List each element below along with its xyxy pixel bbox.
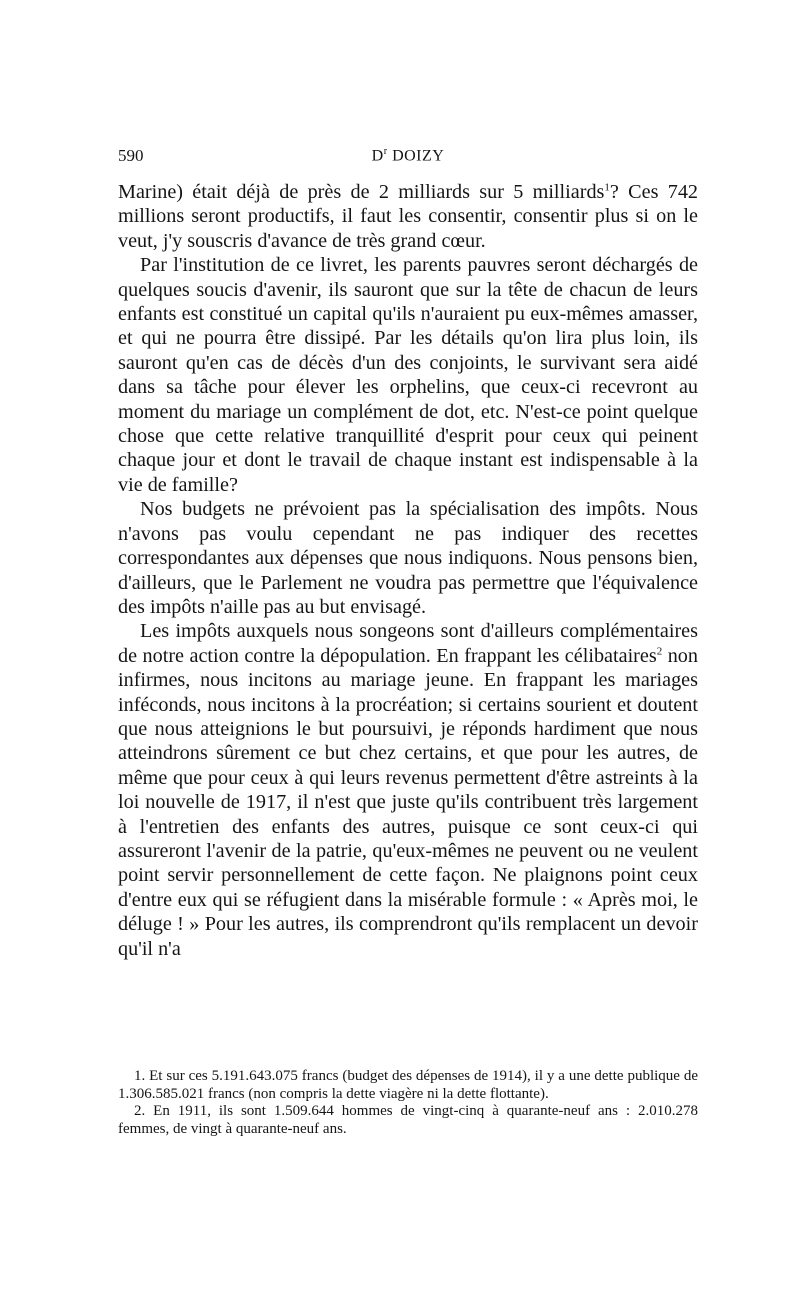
paragraph-1-text: Marine) était déjà de près de 2 milliards sur 5 milliards [118, 181, 605, 203]
paragraph-3: Nos budgets ne prévoient pas la spécialisation des impôts. Nous n'avons pas voulu cependant ne pas indiquer des recettes correspondantes aux dépenses que nous indiquons. Nous pensons bien, d'ailleurs, que le Parlement ne voudra pas permettre que l'équivalence des impôts n'aille pas au but envisagé. [118, 498, 698, 618]
footnote-2: 2. En 1911, ils sont 1.509.644 hommes de vingt-cinq à quarante-neuf ans : 2.010.278 femmes, de vingt à quarante-neuf ans. [118, 1103, 698, 1137]
paragraph-1-text-cont: ? Ces 742 millions seront productifs, il faut les consentir, consentir plus si on le veut, j'y souscris d'avance de très grand cœur. [118, 181, 699, 252]
paragraph-4 [118, 619, 698, 961]
footnote-1: 1. Et sur ces 5.191.643.075 francs (budget des dépenses de 1914), il y a une dette publique de 1.306.585.021 francs (non compris la dette viagère ni la dette flottante). [118, 1068, 698, 1102]
paragraph-2: Par l'institution de ce livret, les parents pauvres seront déchargés de quelques soucis d'avenir, ils sauront que sur la tête de chacun de leurs enfants est constitué un capital qu'ils n'auraient pu eux-mêmes amasser, et qui ne pourra être dissipé. Par les détails qu'on lira plus loin, ils sauront qu'en cas de décès d'un des conjoints, le survivant sera aidé dans sa tâche pour élever les orphelins, que ceux-ci recevront au moment du mariage un complément de dot, etc. N'est-ce point quelque chose que cette relative tranquillité d'esprit pour ceux qui peinent chaque jour et dont le travail de chaque instant est indispensable à la vie de famille? [118, 254, 698, 496]
running-title [118, 146, 698, 165]
footnotes [118, 1068, 698, 1138]
paragraph-4-text: Les impôts auxquels nous songeons sont d'ailleurs complémentaires de notre action contre la dépopulation. En frappant les célibataires [118, 620, 698, 667]
page-number: 590 [118, 146, 144, 165]
paragraph-1 [118, 180, 698, 253]
running-title-prefix: D [371, 147, 384, 165]
main-text [118, 180, 698, 961]
page-header [118, 146, 698, 176]
footnote-ref-2: 2 [656, 644, 663, 657]
running-title-name: DOIZY [392, 147, 445, 165]
footnote-ref-1: 1 [604, 181, 610, 194]
paragraph-4-text-cont: non infirmes, nous incitons au mariage jeune. En frappant les mariages inféconds, nous incitons à la procréation; si certains sourient et doutent que nous atteignions le but poursuivi, je réponds hardiment que nous atteindrons sûrement ce but chez certains, et que pour les autres, de même que pour ceux à qui leurs revenus permettent d'être astreints à la loi nouvelle de 1917, il n'est que juste qu'ils contribuent très largement à l'entretien des enfants des autres, puisque ce sont ceux-ci qui assureront l'avenir de la patrie, qu'eux-mêmes ne peuvent ou ne veulent point servir personnellement de cette façon. Ne plaignons point ceux d'entre eux qui se réfugient dans la misérable formule : « Après moi, le déluge ! » Pour les autres, ils comprendront qu'ils remplacent un devoir qu'il n'a [118, 644, 698, 960]
running-title-sup: r [383, 146, 388, 157]
